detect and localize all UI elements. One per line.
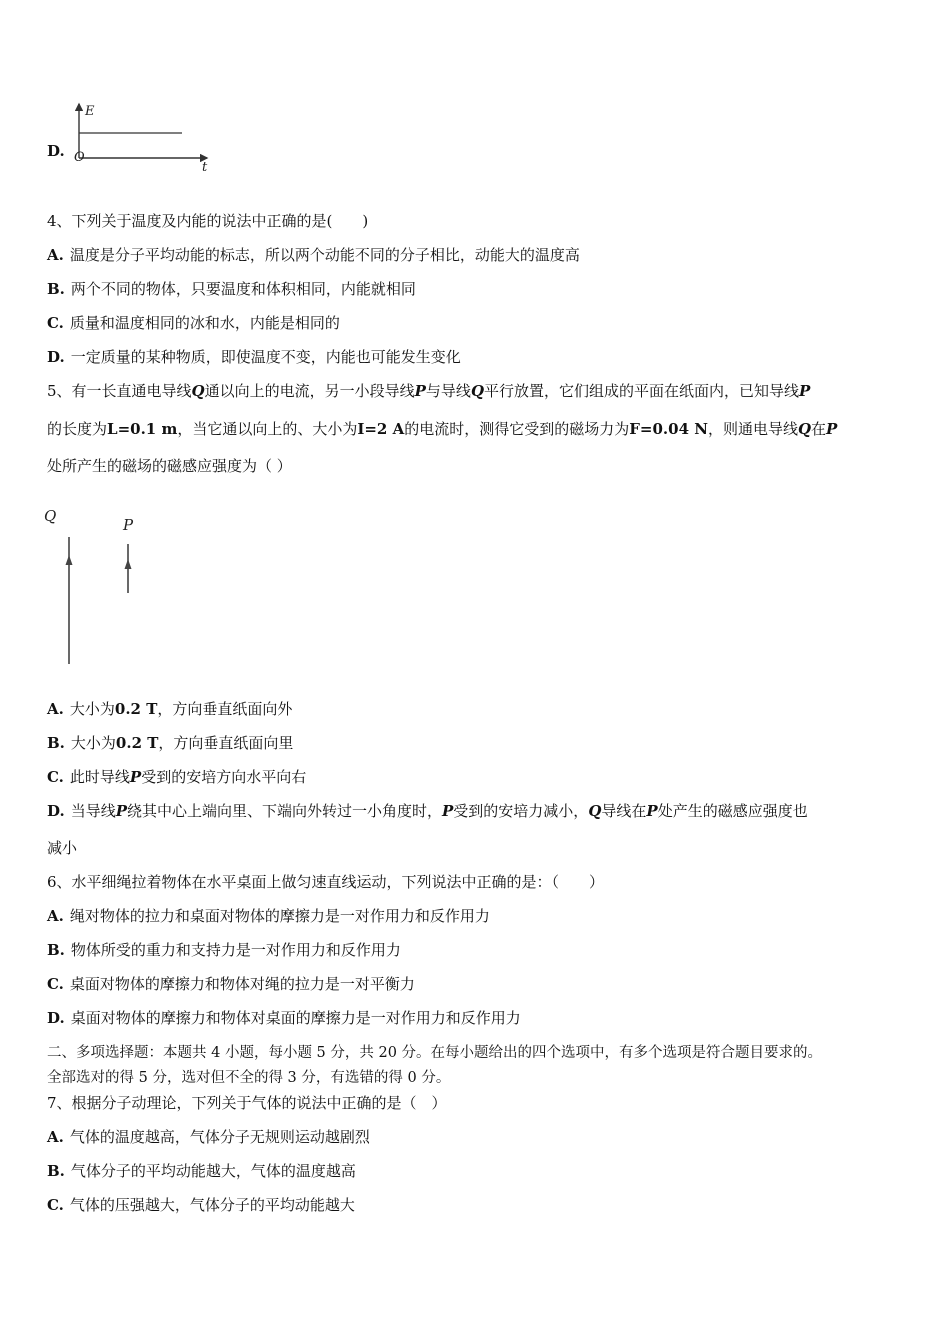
q3-et-graph [70,98,210,173]
q4-stem: 4、下列关于温度及内能的说法中正确的是( ) [47,212,369,230]
q5-stem-line2: 的长度为L=0.1 m，当它通以向上的、大小为I=2 A的电流时，测得它受到的磁场力为F=0.04 N，则通电导线Q在P [47,420,838,438]
q6-option-b: B. 物体所受的重力和支持力是一对作用力和反作用力 [47,941,401,959]
q4-option-d: D. 一定质量的某种物质，即使温度不变，内能也可能发生变化 [47,348,461,366]
q5-option-a: A. 大小为0.2 T，方向垂直纸面向外 [47,700,293,718]
wire-p-arrow-icon [125,559,132,569]
wire-q-arrow-icon [66,555,73,565]
q7-stem: 7、根据分子动理论，下列关于气体的说法中正确的是（ ） [47,1094,447,1112]
q5-option-c: C. 此时导线P受到的安培方向水平向右 [47,768,307,786]
y-axis-label: E [85,104,95,119]
origin-label: O [74,150,85,165]
q6-option-a: A. 绳对物体的拉力和桌面对物体的摩擦力是一对作用力和反作用力 [47,907,490,925]
q5-option-b: B. 大小为0.2 T，方向垂直纸面向里 [47,734,294,752]
q5-option-d: D. 当导线P绕其中心上端向里、下端向外转过一小角度时，P受到的安培力减小，Q导线在P处产生的磁感应强度也 [47,802,808,820]
q5-wire-figure [40,502,160,672]
q5-option-d-cont: 减小 [47,839,78,857]
x-axis-label: t [202,160,208,175]
section2-header-line2: 全部选对的得 5 分，选对但不全的得 3 分，有选错的得 0 分。 [47,1070,451,1086]
option-label: D. [47,142,65,160]
q7-option-a: A. 气体的温度越高，气体分子无规则运动越剧烈 [47,1128,370,1146]
label-p: P [123,516,134,534]
label-q: Q [44,507,57,525]
q6-option-d: D. 桌面对物体的摩擦力和物体对桌面的摩擦力是一对作用力和反作用力 [47,1009,521,1027]
q3-option-d [47,141,71,161]
q6-stem: 6、水平细绳拉着物体在水平桌面上做匀速直线运动，下列说法中正确的是：（ ） [47,873,605,891]
q7-option-b: B. 气体分子的平均动能越大，气体的温度越高 [47,1162,356,1180]
q5-stem-line3: 处所产生的磁场的磁感应强度为（ ） [47,457,292,475]
q4-option-c: C. 质量和温度相同的冰和水，内能是相同的 [47,314,340,332]
section2-header-line1: 二、多项选择题：本题共 4 小题，每小题 5 分，共 20 分。在每小题给出的四个选项中，有多个选项是符合题目要求的。 [47,1045,823,1061]
q5-stem-line1: 5、有一长直通电导线Q通以向上的电流，另一小段导线P与导线Q平行放置，它们组成的平面在纸面内，已知导线P [47,382,811,400]
q4-option-a: A. 温度是分子平均动能的标志，所以两个动能不同的分子相比，动能大的温度高 [47,246,580,264]
q4-option-b: B. 两个不同的物体，只要温度和体积相同，内能就相同 [47,280,416,298]
q6-option-c: C. 桌面对物体的摩擦力和物体对绳的拉力是一对平衡力 [47,975,415,993]
q7-option-c: C. 气体的压强越大，气体分子的平均动能越大 [47,1196,355,1214]
